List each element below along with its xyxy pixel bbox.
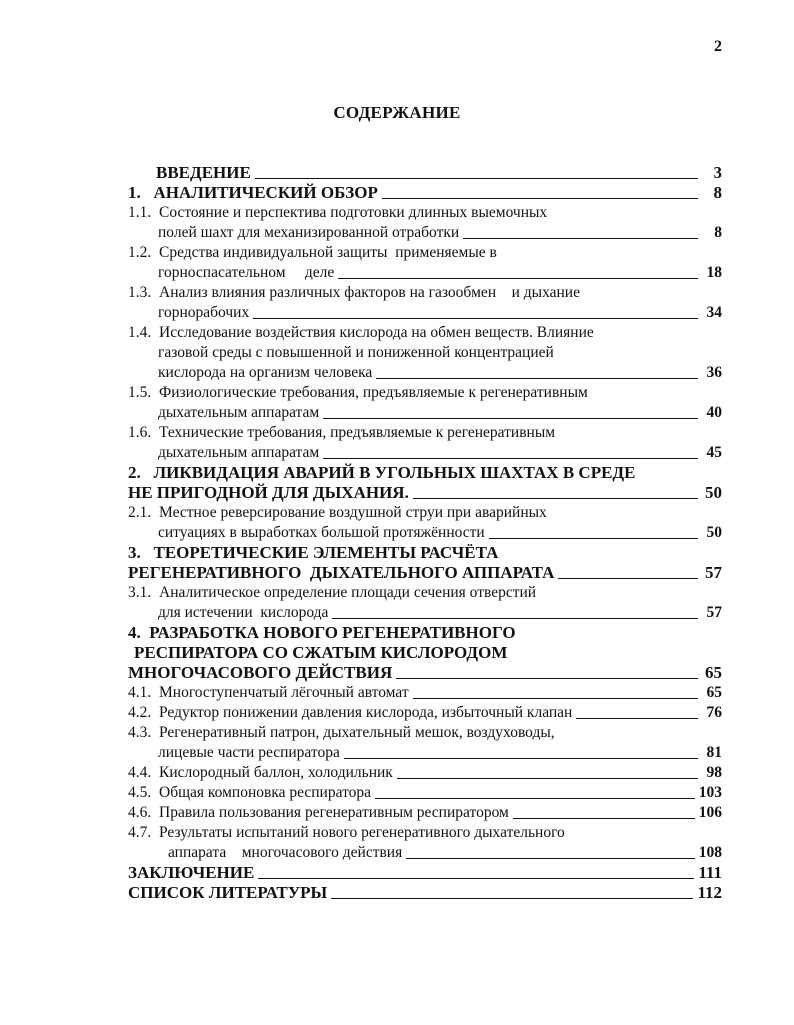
toc-page-number: 8 bbox=[714, 224, 722, 241]
leader-line bbox=[558, 578, 698, 579]
toc-entry-1-3-line-2[interactable] bbox=[128, 303, 722, 323]
leader-line bbox=[323, 458, 698, 459]
toc-entry-text: горноспасательном деле bbox=[158, 264, 335, 281]
toc-entry-1-4-line-3[interactable] bbox=[128, 363, 722, 383]
toc-page-number: 8 bbox=[713, 183, 722, 202]
leader-line bbox=[396, 678, 698, 679]
toc-page-number: 50 bbox=[705, 483, 722, 502]
toc-page-number: 50 bbox=[706, 524, 722, 541]
toc-entry-text: 1.2. Средства индивидуальной защиты применяемые в bbox=[128, 244, 497, 261]
toc-page-number: 65 bbox=[706, 684, 722, 701]
toc-entry-text: ситуациях в выработках большой протяжённости bbox=[158, 524, 485, 541]
toc-page-number: 57 bbox=[706, 604, 722, 621]
toc-entry-conclusion[interactable] bbox=[128, 863, 722, 883]
leader-line bbox=[323, 418, 698, 419]
toc-entry-text: 1. АНАЛИТИЧЕСКИЙ ОБЗОР bbox=[128, 183, 378, 202]
toc-entry-3-1-line-1[interactable] bbox=[128, 583, 722, 603]
toc-entry-1-4-line-1[interactable] bbox=[128, 323, 722, 343]
leader-line bbox=[332, 618, 698, 619]
toc-page-number: 3 bbox=[713, 163, 722, 182]
toc-entry-text: 1.5. Физиологические требования, предъявляемые к регенеративным bbox=[128, 384, 588, 401]
toc-entry-1-1-line-1[interactable] bbox=[128, 203, 722, 223]
leader-line bbox=[375, 798, 695, 799]
toc-entry-text: 1.6. Технические требования, предъявляемые к регенеративным bbox=[128, 424, 556, 441]
toc-page-number: 45 bbox=[706, 444, 722, 461]
toc-entry-text: для истечении кислорода bbox=[158, 604, 329, 621]
toc-entry-text: 1.1. Состояние и перспектива подготовки длинных выемочных bbox=[128, 204, 548, 221]
leader-line bbox=[406, 858, 695, 859]
leader-line bbox=[413, 498, 698, 499]
toc-page-number: 81 bbox=[706, 744, 722, 761]
toc-entry-4-1[interactable] bbox=[128, 683, 722, 703]
toc-entry-section-4-line-3[interactable] bbox=[128, 663, 722, 683]
toc-entry-text: горнорабочих bbox=[158, 304, 250, 321]
toc-page-number: 57 bbox=[705, 563, 722, 582]
toc-entry-4-7-line-2[interactable] bbox=[128, 843, 722, 863]
toc-entry-text: 2.1. Местное реверсирование воздушной струи при аварийных bbox=[128, 504, 547, 521]
toc-entry-section-1[interactable] bbox=[128, 183, 722, 203]
toc-entry-2-1-line-2[interactable] bbox=[128, 523, 722, 543]
toc-entry-4-3-line-1[interactable] bbox=[128, 723, 722, 743]
leader-line bbox=[382, 198, 698, 199]
toc-entry-text: дыхательным аппаратам bbox=[158, 404, 320, 421]
toc-page-number: 18 bbox=[706, 264, 722, 281]
toc-entry-text: 4.1. Многоступенчатый лёгочный автомат bbox=[128, 684, 409, 701]
leader-line bbox=[397, 778, 698, 779]
toc-entry-section-3-line-2[interactable] bbox=[128, 563, 722, 583]
toc-page-number: 40 bbox=[706, 404, 722, 421]
toc-entry-text: МНОГОЧАСОВОГО ДЕЙСТВИЯ bbox=[128, 663, 393, 682]
toc-page-number: 34 bbox=[706, 304, 722, 321]
toc-entry-text: аппарата многочасового действия bbox=[168, 844, 403, 861]
toc-entry-text: 4.2. Редуктор понижении давления кислорода, избыточный клапан bbox=[128, 704, 573, 721]
toc-entry-text: 3. ТЕОРЕТИЧЕСКИЕ ЭЛЕМЕНТЫ РАСЧЁТА bbox=[128, 543, 499, 562]
toc-page-number: 65 bbox=[705, 663, 722, 682]
toc-entry-1-4-line-2[interactable] bbox=[128, 343, 722, 363]
toc-entry-1-6-line-2[interactable] bbox=[128, 443, 722, 463]
toc-entry-3-1-line-2[interactable] bbox=[128, 603, 722, 623]
toc-page-number: 76 bbox=[706, 704, 722, 721]
toc-entry-text: газовой среды с повышенной и пониженной концентрацией bbox=[158, 344, 554, 361]
page-number: 2 bbox=[714, 38, 722, 55]
toc-entry-text: 4.7. Результаты испытаний нового регенеративного дыхательного bbox=[128, 824, 565, 841]
toc-entry-text: лицевые части респиратора bbox=[158, 744, 340, 761]
toc-page-number: 36 bbox=[706, 364, 722, 381]
toc-entry-1-2-line-2[interactable] bbox=[128, 263, 722, 283]
leader-line bbox=[413, 698, 698, 699]
toc-entry-intro[interactable] bbox=[128, 163, 722, 183]
toc-entry-text: СПИСОК ЛИТЕРАТУРЫ bbox=[128, 883, 328, 902]
toc-entry-1-1-line-2[interactable] bbox=[128, 223, 722, 243]
toc-entry-text: 2. ЛИКВИДАЦИЯ АВАРИЙ В УГОЛЬНЫХ ШАХТАХ В СРЕДЕ bbox=[128, 463, 636, 482]
toc-entry-4-5[interactable] bbox=[128, 783, 722, 803]
toc-entry-text: 4.5. Общая компоновка респиратора bbox=[128, 784, 372, 801]
table-of-contents bbox=[128, 163, 722, 903]
toc-entry-text: полей шахт для механизированной отработки bbox=[158, 224, 460, 241]
toc-entry-4-7-line-1[interactable] bbox=[128, 823, 722, 843]
toc-entry-section-2-line-2[interactable] bbox=[128, 483, 722, 503]
toc-entry-4-3-line-2[interactable] bbox=[128, 743, 722, 763]
leader-line bbox=[338, 278, 698, 279]
toc-page-number: 98 bbox=[706, 764, 722, 781]
leader-line bbox=[255, 178, 698, 179]
toc-entry-section-4-line-1[interactable] bbox=[128, 623, 722, 643]
toc-entry-1-5-line-2[interactable] bbox=[128, 403, 722, 423]
toc-entry-text: 4.6. Правила пользования регенеративным респиратором bbox=[128, 804, 509, 821]
toc-title: СОДЕРЖАНИЕ bbox=[333, 103, 461, 122]
toc-page-number: 112 bbox=[697, 883, 722, 902]
leader-line bbox=[376, 378, 698, 379]
toc-entry-text: ЗАКЛЮЧЕНИЕ bbox=[128, 863, 255, 882]
toc-entry-4-2[interactable] bbox=[128, 703, 722, 723]
toc-entry-text: дыхательным аппаратам bbox=[158, 444, 320, 461]
leader-line bbox=[253, 318, 698, 319]
leader-line bbox=[489, 538, 698, 539]
toc-entry-1-2-line-1[interactable] bbox=[128, 243, 722, 263]
toc-entry-1-5-line-1[interactable] bbox=[128, 383, 722, 403]
toc-entry-2-1-line-1[interactable] bbox=[128, 503, 722, 523]
toc-entry-text: кислорода на организм человека bbox=[158, 364, 373, 381]
toc-entry-section-3-line-1[interactable] bbox=[128, 543, 722, 563]
toc-entry-text: ВВЕДЕНИЕ bbox=[156, 163, 251, 182]
leader-line bbox=[344, 758, 698, 759]
toc-entry-text: 1.4. Исследование воздействия кислорода на обмен веществ. Влияние bbox=[128, 324, 594, 341]
toc-entry-text: НЕ ПРИГОДНОЙ ДЛЯ ДЫХАНИЯ. bbox=[128, 483, 409, 502]
toc-entry-text: 4. РАЗРАБОТКА НОВОГО РЕГЕНЕРАТИВНОГО bbox=[128, 623, 516, 642]
toc-entry-text: 4.3. Регенеративный патрон, дыхательный мешок, воздуховоды, bbox=[128, 724, 555, 741]
toc-page-number: 103 bbox=[698, 784, 722, 801]
leader-line bbox=[331, 898, 693, 899]
toc-page-number: 111 bbox=[698, 863, 722, 882]
toc-entry-1-3-line-1[interactable] bbox=[128, 283, 722, 303]
toc-entry-text: РЕСПИРАТОРА СО СЖАТЫМ КИСЛОРОДОМ bbox=[134, 643, 508, 662]
leader-line bbox=[258, 878, 694, 879]
toc-entry-4-4[interactable] bbox=[128, 763, 722, 783]
toc-entry-references[interactable] bbox=[128, 883, 722, 903]
toc-entry-1-6-line-1[interactable] bbox=[128, 423, 722, 443]
toc-page-number: 108 bbox=[698, 844, 722, 861]
leader-line bbox=[513, 818, 695, 819]
toc-entry-section-4-line-2[interactable] bbox=[128, 643, 722, 663]
toc-entry-text: 3.1. Аналитическое определение площади сечения отверстий bbox=[128, 584, 537, 601]
leader-line bbox=[576, 718, 698, 719]
toc-entry-4-6[interactable] bbox=[128, 803, 722, 823]
toc-page-number: 106 bbox=[698, 804, 722, 821]
toc-entry-text: 1.3. Анализ влияния различных факторов на газообмен и дыхание bbox=[128, 284, 580, 301]
leader-line bbox=[463, 238, 698, 239]
toc-entry-text: РЕГЕНЕРАТИВНОГО ДЫХАТЕЛЬНОГО АППАРАТА bbox=[128, 563, 555, 582]
toc-entry-text: 4.4. Кислородный баллон, холодильник bbox=[128, 764, 393, 781]
toc-entry-section-2-line-1[interactable] bbox=[128, 463, 722, 483]
